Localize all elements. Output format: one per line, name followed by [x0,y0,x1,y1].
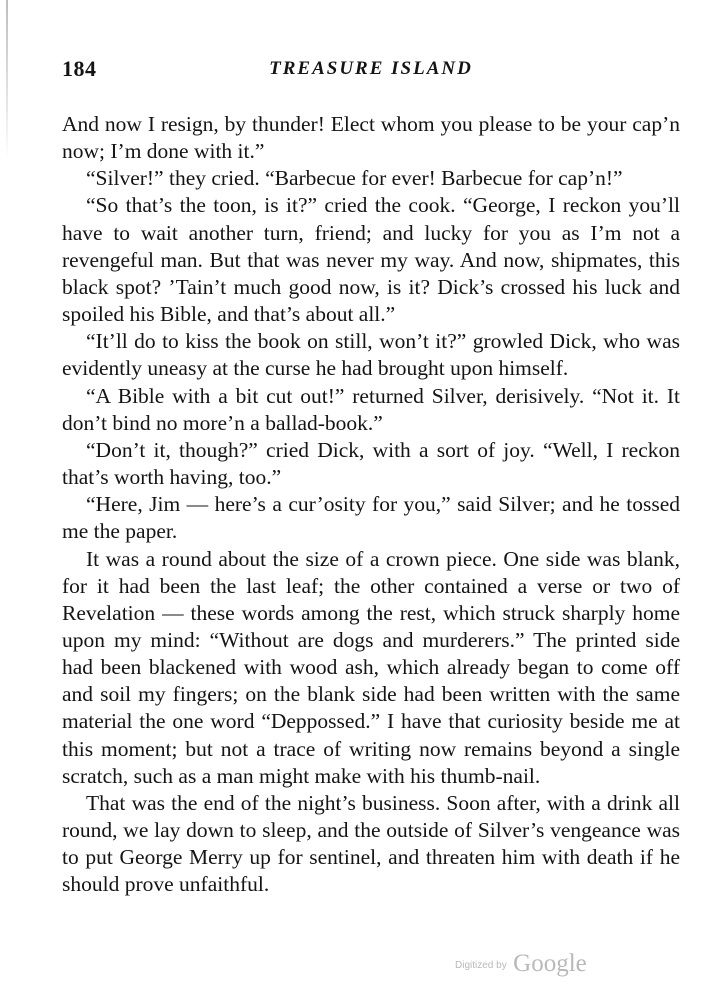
paragraph: That was the end of the night’s business. Soon after, with a drink all round, we lay down to sleep, and the outside of Silver’s vengeance was to put George Merry up for sentinel, and threaten him with death if he should prove unfaithful. [62,790,680,897]
running-head [62,56,680,86]
paragraph: “A Bible with a bit cut out!” returned Silver, derisively. “Not it. It don’t bind no more’n a ballad-book.” [62,383,680,435]
page-number: 184 [62,56,97,81]
paragraph: “So that’s the toon, is it?” cried the cook. “George, I reckon you’ll have to wait another turn, friend; and lucky for you as I’m not a revengeful man. But that was never my way. And now, shipmates, this black spot? ’Tain’t much good now, is it? Dick’s crossed his luck and spoiled his Bible, and that’s about all.” [62,193,680,327]
paragraph: “Here, Jim — here’s a cur’osity for you,” said Silver; and he tossed me the paper. [62,492,680,544]
watermark-prefix: Digitized by [455,960,507,971]
book-title: TREASURE ISLAND [269,58,473,79]
paragraph: “Silver!” they cried. “Barbecue for ever! Barbecue for cap’n!” [86,166,623,191]
paragraph: And now I resign, by thunder! Elect whom you please to be your cap’n now; I’m done with it.” [62,112,680,164]
paragraph: “It’ll do to kiss the book on still, won’t it?” growled Dick, who was evidently uneasy at the curse he had brought upon himself. [62,329,680,381]
digitized-watermark [455,950,587,978]
page-binding-edge [6,0,8,160]
body-text [62,111,680,899]
paragraph: It was a round about the size of a crown piece. One side was blank, for it had been the last leaf; the other contained a verse or two of Revelation — these words among the rest, which struck sharply home upon my mind: “Without are dogs and murderers.” The printed side had been blackened with wood ash, which already began to come off and soil my fingers; on the blank side had been written with the same material the one word “Deppossed.” I have that curiosity beside me at this moment; but not a trace of writing now remains beyond a single scratch, such as a man might make with his thumb-nail. [62,546,680,788]
google-logo: Google [513,950,587,977]
paragraph: “Don’t it, though?” cried Dick, with a sort of joy. “Well, I reckon that’s worth having, too.” [62,437,680,490]
